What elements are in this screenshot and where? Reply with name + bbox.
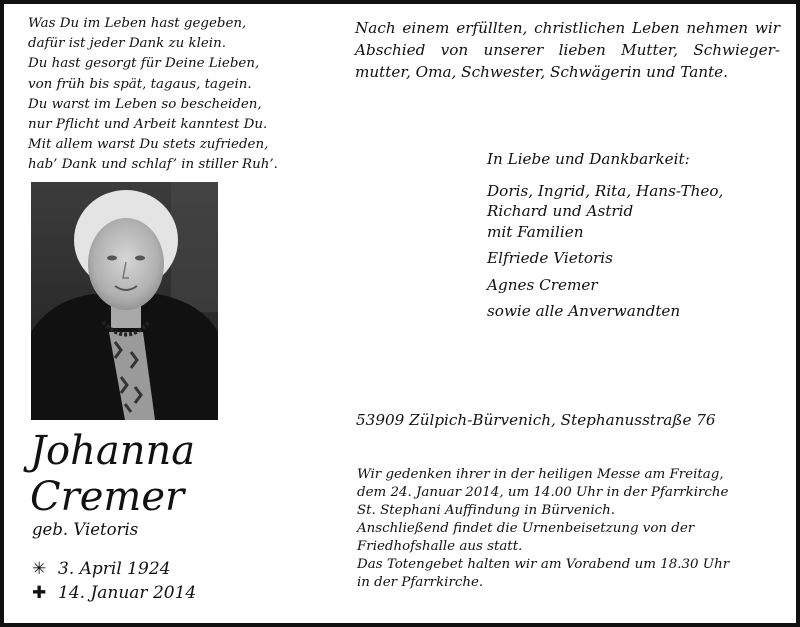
poem-line: hab’ Dank und schlaf’ in stiller Ruh’. [28, 157, 278, 173]
intro-text [355, 17, 780, 84]
birth-star-icon: ✳ [32, 559, 47, 579]
first-name: Johanna [30, 428, 196, 474]
service-line: in der Pfarrkirche. [357, 575, 484, 590]
portrait-photo [31, 182, 218, 420]
service-line: Anschließend findet die Urnenbeisetzung von der [357, 521, 695, 536]
deceased-name [30, 428, 195, 520]
poem-line: Mit allem warst Du stets zufrieden, [28, 137, 269, 153]
death-date: 14. Januar 2014 [58, 583, 197, 603]
poem-line: Was Du im Leben hast gegeben, [28, 16, 247, 31]
poem-line: dafür ist jeder Dank zu klein. [28, 36, 226, 52]
service-line: Wir gedenken ihrer in der heiligen Messe am Freitag, [357, 467, 724, 482]
poem-line: Du hast gesorgt für Deine Lieben, [28, 56, 260, 72]
mourner-line: Richard und Astrid [487, 202, 634, 220]
birth-date: 3. April 1924 [58, 559, 171, 579]
service-line: Friedhofshalle aus statt. [357, 539, 523, 554]
mourner-line: Doris, Ingrid, Rita, Hans-Theo, [487, 181, 724, 200]
family-address: 53909 Zülpich-Bürvenich, Stephanusstraße 76 [356, 411, 716, 429]
intro-line: mutter, Oma, Schwester, Schwägerin und Tante. [355, 63, 728, 82]
mourners-block [487, 149, 787, 322]
intro-line: Abschied von unserer lieben Mutter, Schwieger- [355, 41, 780, 60]
memorial-poem [28, 14, 328, 176]
life-dates [32, 557, 196, 605]
intro-line: Nach einem erfüllten, christlichen Leben nehmen wir [355, 19, 780, 37]
service-line: Das Totengebet halten wir am Vorabend um 18.30 Uhr [357, 557, 730, 572]
mourner-line: mit Familien [487, 222, 584, 241]
cross-icon: ✚ [32, 583, 47, 603]
poem-line: Du warst im Leben so bescheiden, [28, 96, 262, 112]
service-line: dem 24. Januar 2014, um 14.00 Uhr in der Pfarrkirche [357, 485, 729, 500]
birth-row [32, 557, 196, 581]
maiden-name: geb. Vietoris [32, 520, 139, 539]
poem-line: nur Pflicht und Arbeit kanntest Du. [28, 117, 268, 133]
mourners-heading: In Liebe und Dankbarkeit: [487, 150, 690, 168]
last-name: Cremer [30, 474, 185, 520]
service-info [357, 466, 777, 592]
poem-line: von früh bis spät, tagaus, tagein. [28, 76, 252, 92]
death-row [32, 581, 196, 605]
mourner-line: sowie alle Anverwandten [487, 302, 681, 320]
mourner-line: Agnes Cremer [487, 275, 598, 294]
service-line: St. Stephani Auffindung in Bürvenich. [357, 503, 616, 518]
mourner-line: Elfriede Vietoris [487, 249, 613, 267]
